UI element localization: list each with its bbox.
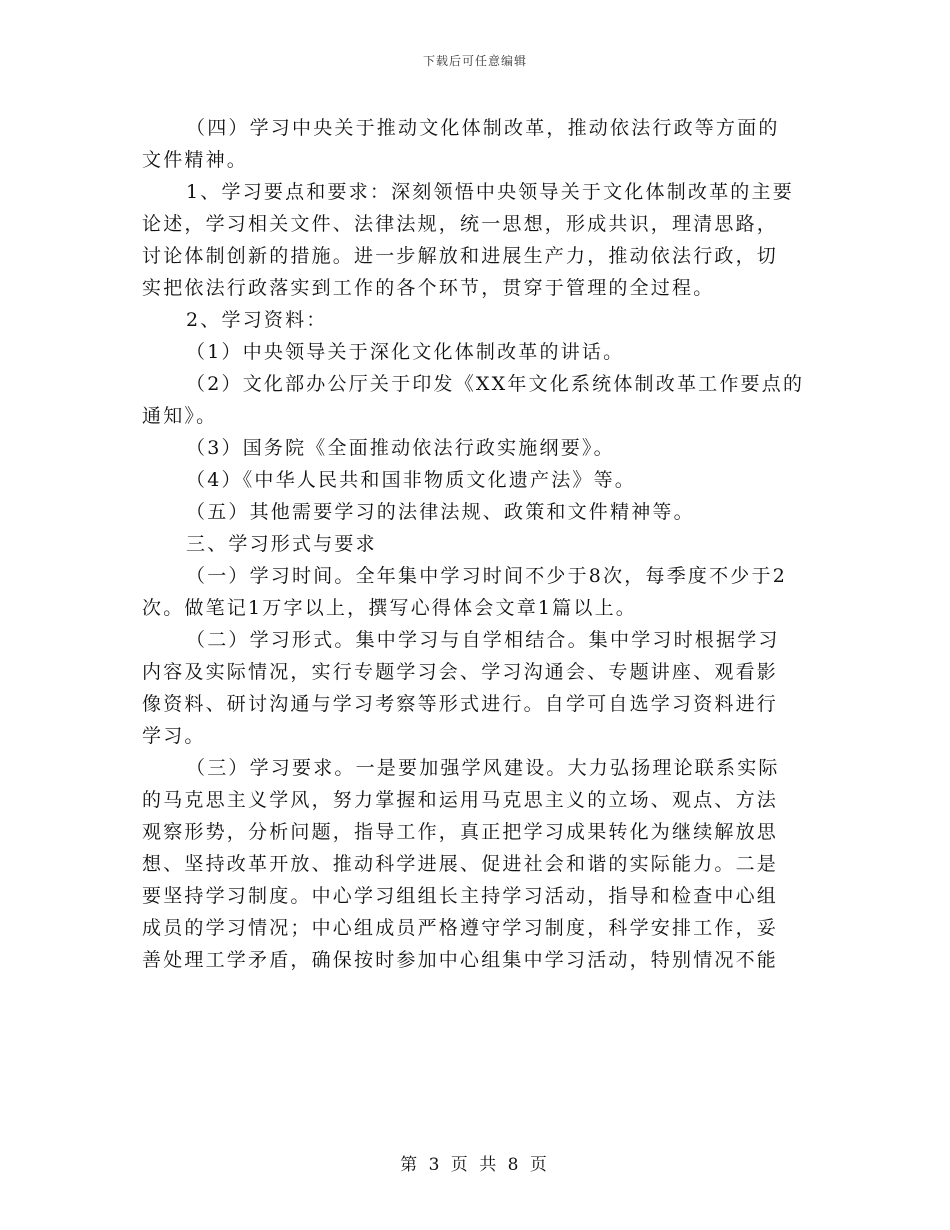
paragraph-line: 文件精神。	[142, 149, 249, 171]
paragraph-line: 内容及实际情况，实行专题学习会、学习沟通会、专题讲座、观看影	[142, 661, 779, 683]
paragraph-line: 通知》。	[142, 405, 218, 427]
paragraph-line: 善处理工学矛盾，确保按时参加中心组集中学习活动，特别情况不能	[142, 949, 779, 971]
paragraph-line: （一）学习时间。全年集中学习时间不少于8次，每季度不少于2	[186, 565, 787, 587]
page-number: 第 3 页 共 8 页	[400, 1155, 550, 1175]
paragraph-line: 1、学习要点和要求：深刻领悟中央领导关于文化体制改革的主要	[186, 181, 794, 203]
paragraph-line: 次。做笔记1万字以上，撰写心得体会文章1篇以上。	[142, 597, 637, 619]
section-heading: 三、学习形式与要求	[186, 533, 377, 555]
paragraph-line: 论述，学习相关文件、法律法规，统一思想，形成共识，理清思路，	[142, 213, 779, 235]
paragraph-line: （三）学习要求。一是要加强学风建设。大力弘扬理论联系实际	[186, 757, 780, 779]
paragraph-line: 学习。	[142, 725, 206, 747]
paragraph-line: 想、坚持改革开放、推动科学进展、促进社会和谐的实际能力。二是	[142, 853, 779, 875]
paragraph-line: （五）其他需要学习的法律法规、政策和文件精神等。	[186, 501, 695, 523]
paragraph-line: 要坚持学习制度。中心学习组组长主持学习活动，指导和检查中心组	[142, 885, 779, 907]
paragraph-line: 的马克思主义学风，努力掌握和运用马克思主义的立场、观点、方法	[142, 789, 779, 811]
page-header-note: 下载后可任意编辑	[422, 54, 527, 68]
paragraph-line: （1）中央领导关于深化文化体制改革的讲话。	[186, 341, 625, 363]
paragraph-line: （二）学习形式。集中学习与自学相结合。集中学习时根据学习	[186, 629, 780, 651]
paragraph-line: 成员的学习情况；中心组成员严格遵守学习制度，科学安排工作，妥	[142, 917, 779, 939]
paragraph-line: （四）学习中央关于推动文化体制改革，推动依法行政等方面的	[186, 117, 780, 139]
paragraph-line: （2）文化部办公厅关于印发《XX年文化系统体制改革工作要点的	[186, 373, 805, 395]
paragraph-line: 2、学习资料：	[186, 309, 328, 331]
paragraph-line: 实把依法行政落实到工作的各个环节，贯穿于管理的全过程。	[142, 277, 715, 299]
paragraph-line: 观察形势，分析问题，指导工作，真正把学习成果转化为继续解放思	[142, 821, 779, 843]
document-body	[142, 112, 812, 976]
paragraph-line: （3）国务院《全面推动依法行政实施纲要》。	[186, 437, 615, 459]
paragraph-line: 像资料、研讨沟通与学习考察等形式进行。自学可自选学习资料进行	[142, 693, 779, 715]
paragraph-line: （4）《中华人民共和国非物质文化遗产法》等。	[186, 469, 636, 491]
paragraph-line: 讨论体制创新的措施。进一步解放和进展生产力，推动依法行政，切	[142, 245, 779, 267]
